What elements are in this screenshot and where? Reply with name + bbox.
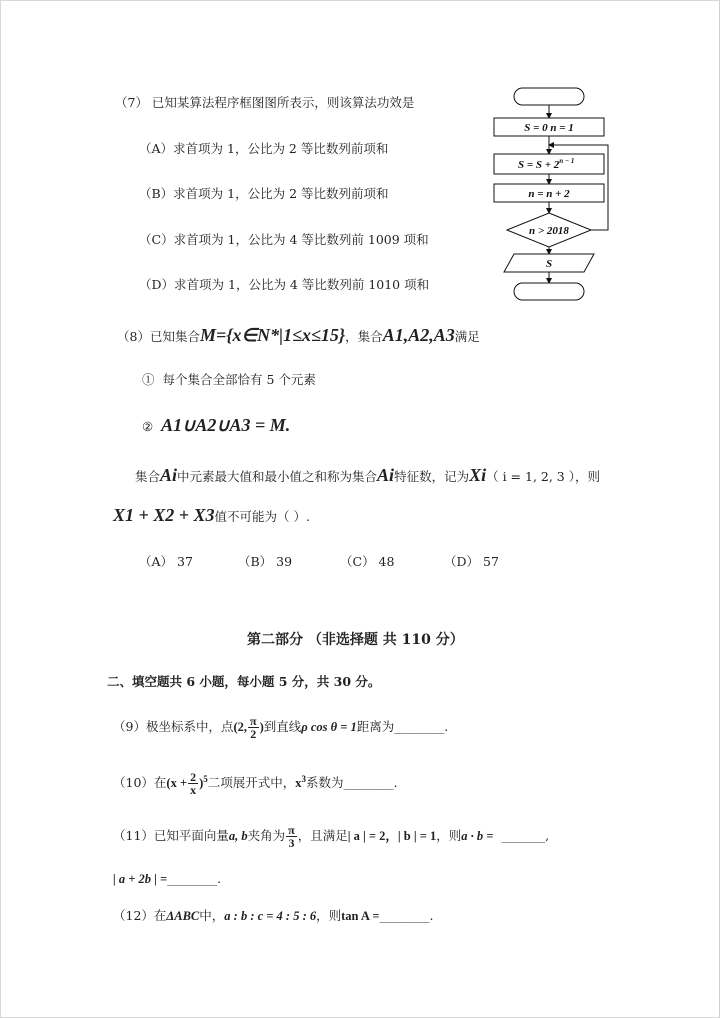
- q11-angle-den: 3: [288, 836, 295, 850]
- q10-expr-frac: [188, 771, 198, 796]
- q10-expr-num: 2: [190, 770, 197, 785]
- q8-desc-range: （ i = 1, 2, 3 ），则: [486, 469, 600, 484]
- flow-output-text: S: [545, 258, 553, 270]
- q11-prefix: （11）已知平面向量: [113, 828, 229, 843]
- q11-dot: a · b =: [461, 829, 494, 843]
- q9-mid: 到直线: [263, 719, 302, 734]
- q7-option-b[interactable]: （B）求首项为 1，公比为 2 等比数列前项和: [139, 186, 389, 201]
- q8-option-d[interactable]: （D） 57: [444, 554, 499, 569]
- q11-ask: ，则: [436, 828, 462, 843]
- q8-set-def: M={x∈N*|1≤x≤15}: [199, 325, 346, 345]
- q10-suffix: 系数为________.: [306, 775, 398, 791]
- q8-mid: ，集合: [345, 329, 383, 344]
- q8-condition-2: [142, 416, 290, 434]
- q10-term: x: [295, 776, 302, 791]
- q10-term-pow: 3: [301, 774, 307, 784]
- q10-prefix: （10）在: [113, 775, 167, 791]
- q8-prefix: （8）已知集合: [117, 329, 200, 344]
- q7-option-a[interactable]: （A）求首项为 1，公比为 2 等比数列前项和: [139, 141, 389, 156]
- q12-line: [113, 910, 434, 923]
- q11-angle-text: 夹角为: [247, 828, 286, 843]
- q9-point-b: ): [259, 720, 264, 734]
- q8-desc-b: 中元素最大值和最小值之和称为集合: [177, 469, 378, 484]
- q10-expr-pow: 5: [203, 774, 208, 784]
- flow-init-text: S = 0 n = 1: [524, 122, 574, 134]
- q8-ask: [113, 506, 310, 524]
- part2-title: 第二部分 （非选择题 共 110 分）: [247, 632, 464, 648]
- q8-option-b[interactable]: （B） 39: [238, 554, 293, 569]
- q12-target: tan A =: [341, 909, 380, 923]
- q11-norm: | a + 2b | =: [113, 872, 168, 886]
- q9-point-den: 2: [250, 727, 257, 741]
- part2-section: 二、填空题共 6 小题，每小题 5 分，共 30 分。: [107, 674, 381, 689]
- q8-description: [135, 466, 600, 484]
- q12-ask: ，则: [316, 908, 342, 923]
- q11-angle-num: π: [288, 823, 295, 837]
- q8-sum-tail: 值不可能为（ ）.: [214, 509, 310, 524]
- q11-vecs: a, b: [228, 829, 248, 843]
- q8-desc-ai-1: Ai: [160, 465, 178, 485]
- q11-line-1: [113, 822, 549, 850]
- q10-expr-a: (x +: [166, 776, 188, 791]
- q8-desc-a: 集合: [135, 469, 161, 484]
- q10-line: [113, 765, 398, 797]
- q12-prefix: （12）在: [113, 908, 167, 923]
- q8-cond2-num: ②: [142, 419, 154, 434]
- q9-point-a: (2,: [233, 720, 248, 734]
- q8-sum-expr: X1 + X2 + X3: [113, 505, 215, 525]
- q8-condition-1: [142, 374, 316, 387]
- q8-cond1-num: ①: [142, 372, 155, 387]
- q12-triangle: ΔABC: [166, 909, 200, 923]
- algorithm-flowchart: [488, 82, 618, 306]
- q8-cond1-text: 每个集合全部恰有 5 个元素: [162, 372, 316, 387]
- q11-line-2: [113, 873, 221, 886]
- q11-cond1: | a | = 2: [347, 829, 386, 843]
- q11-blank1[interactable]: _______,: [501, 828, 550, 843]
- q7-stem: （7） 已知某算法程序框图图所表示，则该算法功效是: [115, 95, 415, 110]
- q11-cond-text: ，且满足: [297, 828, 348, 843]
- q8-desc-xi: Xi: [469, 465, 487, 485]
- flow-update-s-exp: n − 1: [559, 157, 575, 165]
- q12-ratio: a : b : c = 4 : 5 : 6: [224, 909, 317, 923]
- q12-blank[interactable]: ________.: [379, 908, 434, 923]
- q8-stem: [117, 326, 480, 344]
- q8-desc-ai-2: Ai: [377, 465, 395, 485]
- q11-blank2[interactable]: ________.: [167, 871, 222, 886]
- q9-line-eq: ρ cos θ = 1: [301, 720, 357, 734]
- q9-prefix: （9）极坐标系中，点: [113, 719, 234, 734]
- q11-cond2: ，| b | = 1: [385, 829, 437, 843]
- flow-update-s-main: S = S + 2: [518, 159, 560, 171]
- q12-mid: 中，: [199, 908, 225, 923]
- q8-option-a[interactable]: （A） 37: [139, 554, 193, 569]
- q7-option-d[interactable]: （D）求首项为 1，公比为 4 等比数列前 1010 项和: [139, 277, 430, 292]
- q8-suffix: 满足: [454, 329, 480, 344]
- q9-point-num: π: [250, 714, 257, 728]
- q8-cond2-expr: A1∪A2∪A3 = M.: [161, 415, 291, 435]
- q7-option-c[interactable]: （C）求首项为 1，公比为 4 等比数列前 1009 项和: [139, 232, 429, 247]
- q10-expr-den: x: [190, 783, 197, 798]
- q9-line: [113, 713, 448, 741]
- q10-mid: 二项展开式中，: [207, 775, 296, 791]
- flow-update-n-text: n = n + 2: [528, 188, 570, 200]
- q11-angle-frac: [286, 824, 297, 849]
- flow-end: [514, 283, 584, 300]
- q8-sets: A1,A2,A3: [382, 325, 455, 345]
- q8-option-c[interactable]: （C） 48: [340, 554, 395, 569]
- q10-expr-b: ): [199, 776, 204, 791]
- q9-suffix: 距离为________.: [356, 719, 449, 734]
- flow-condition-text: n > 2018: [529, 225, 569, 237]
- q9-point-frac: [248, 715, 259, 740]
- flow-start: [514, 88, 584, 105]
- q8-desc-c: 特征数，记为: [394, 469, 470, 484]
